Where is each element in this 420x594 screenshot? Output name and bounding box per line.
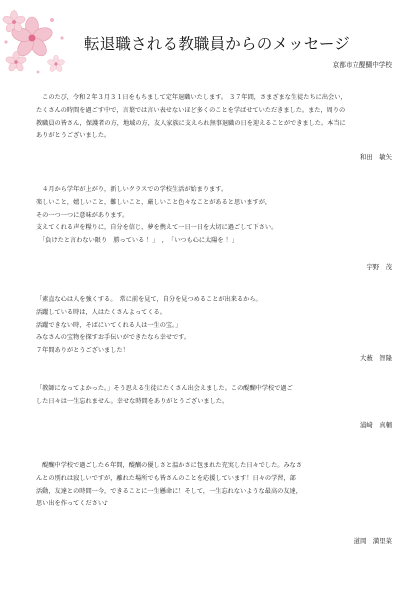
message-line: 思い出を作ってください♪ xyxy=(36,500,109,508)
message-block xyxy=(36,460,392,511)
message-line: その一つ一つに意味があります。 xyxy=(36,211,129,219)
message-line: ４月から学年が上がり，新しいクラスでの学校生活が始まります。 xyxy=(36,186,228,193)
message-line: 活躍している時は，人はたくさんよってくる。 xyxy=(36,308,166,316)
page-title: 転退職される教職員からのメッセージ xyxy=(84,35,350,53)
signature: 宇野 茂 xyxy=(366,263,392,271)
signature: 道岡 満里菜 xyxy=(353,537,392,545)
message-block xyxy=(36,294,392,358)
message-line: 教職員の皆さん，保護者の方，地域の方，友人家族に支えられ無事退職の日を迎えることができました。本当に xyxy=(36,119,346,127)
message-block xyxy=(36,92,392,143)
message-line: たくさんの時間を過ごす中で，言葉では言い表せないほど多くのことを学ばせていただきました。また，周りの xyxy=(36,106,346,114)
message-line: 支えてくれる声を糧りに，自分を信じ，夢を携えて一日一日を大切に過ごして下さい。 xyxy=(36,224,278,232)
message-line: 活動，友達との時間一今，できることに一生懸命に！そして，一生忘れないような最高の友達， xyxy=(36,487,302,495)
message-line: 楽しいこと，嬉しいこと，難しいこと，厳しいこと色々なことがあると思いますが， xyxy=(36,198,272,206)
message-line: した日々は一生忘れません。幸せな時間をありがとうございました。 xyxy=(36,397,229,405)
signature: 和田 敏矢 xyxy=(360,153,392,161)
school-name: 京都市立醍醐中学校 xyxy=(332,61,392,69)
message-line: 「負けたと言わない限り 勝っている ！」 ， 「いつも心に太陽を ！」 xyxy=(36,237,238,245)
message-line: みなさんの宝物を探すお手伝いができたなら幸せです。 xyxy=(36,334,191,342)
message-line: 活躍できない時，そばにいてくれる人は一生の宝。」 xyxy=(36,321,182,329)
message-block xyxy=(36,184,392,248)
message-line: ７年間ありがとうございました！ xyxy=(36,347,129,355)
message-line: 「教師になってよかった。」そう思える生徒にたくさん出会えました。この醍醐中学校で過ご xyxy=(36,385,293,392)
signature: 大薮 智隆 xyxy=(360,354,392,362)
message-line: 「素直な心は人を強くする。 常に前を見て，自分を見つめることが出来るから。 xyxy=(36,296,262,303)
message-block xyxy=(36,383,392,409)
message-line: んとの別れは寂しいですが，離れた場所でも皆さんのことを応援しています！日々の学習，部 xyxy=(36,474,296,482)
cherry-blossom-decoration xyxy=(2,8,76,82)
message-line: 醍醐中学校で過ごした６年間，醍醐の優しさと温かさに包まれた充実した日々でした。みなさ xyxy=(36,462,303,469)
message-line: このたび，令和２年３月３１日をもちまして定年退職いたします。 ３７年間，さまざまな生徒たちに出会い， xyxy=(36,94,347,101)
message-line: ありがとうございました。 xyxy=(36,132,111,140)
signature: 浦﨑 真輔 xyxy=(360,421,392,429)
